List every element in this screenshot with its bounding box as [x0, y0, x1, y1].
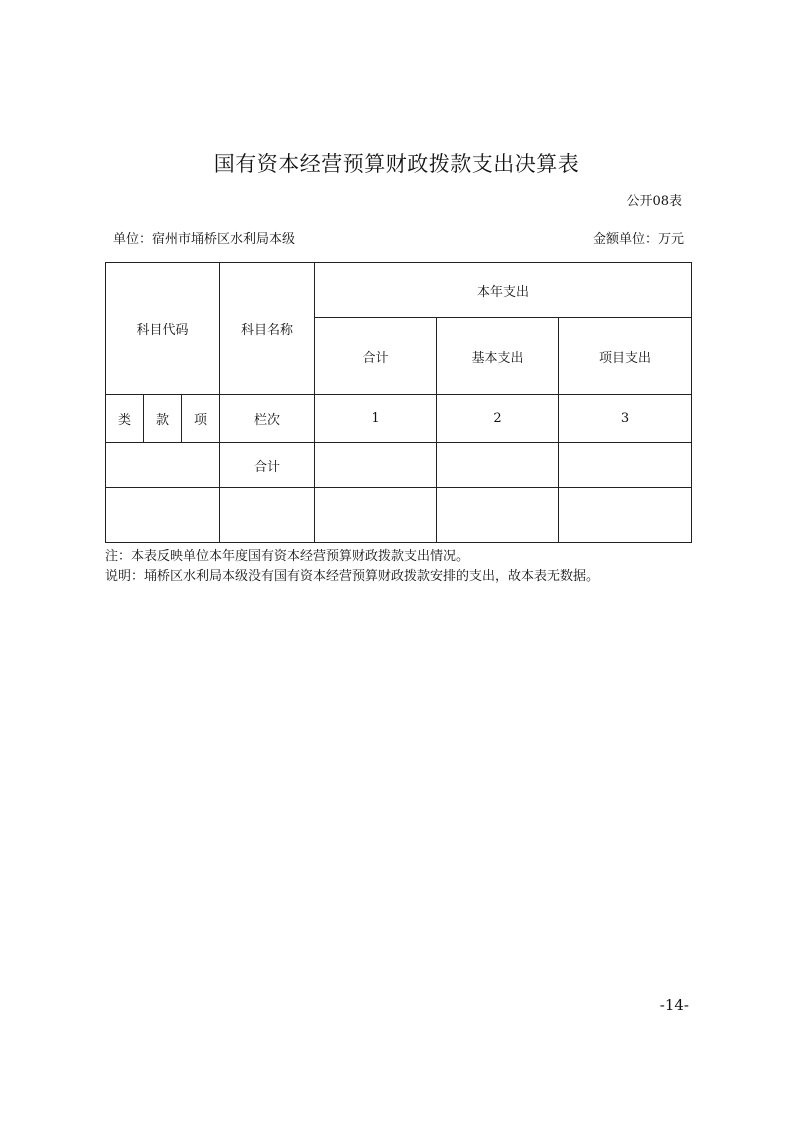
subheader-xiang: 项: [182, 395, 220, 443]
expenditure-table: [105, 262, 692, 543]
total-row-basic-cell: [437, 443, 559, 488]
header-subject-code: 科目代码: [106, 263, 220, 395]
amount-unit: 金额单位：万元: [592, 232, 684, 247]
reporting-unit: 单位：宿州市埇桥区水利局本级: [113, 232, 296, 247]
empty-row-total-cell: [315, 488, 437, 543]
header-project-expenditure: 项目支出: [559, 318, 692, 395]
column-number-3: 3: [559, 395, 692, 443]
header-current-year-expenditure: 本年支出: [315, 263, 692, 318]
column-number-row: [106, 395, 692, 443]
empty-row-basic-cell: [437, 488, 559, 543]
column-number-label: 栏次: [220, 395, 315, 443]
column-number-1: 1: [315, 395, 437, 443]
subheader-lei: 类: [106, 395, 144, 443]
header-total: 合计: [315, 318, 437, 395]
form-number: 公开08表: [626, 194, 682, 209]
column-number-2: 2: [437, 395, 559, 443]
header-subject-name: 科目名称: [220, 263, 315, 395]
empty-data-row: [106, 488, 692, 543]
total-row-code-cell: [106, 443, 220, 488]
subheader-kuan: 款: [144, 395, 182, 443]
header-row-1: [106, 263, 692, 318]
note-line: 注：本表反映单位本年度国有资本经营预算财政拨款支出情况。: [105, 549, 470, 564]
explanation-line: 说明：埇桥区水利局本级没有国有资本经营预算财政拨款安排的支出，故本表无数据。: [105, 569, 600, 584]
total-row: [106, 443, 692, 488]
empty-row-project-cell: [559, 488, 692, 543]
empty-row-code-cell: [106, 488, 220, 543]
page-title: 国有资本经营预算财政拨款支出决算表: [213, 152, 580, 176]
notes-block: [105, 547, 599, 587]
empty-row-name-cell: [220, 488, 315, 543]
total-row-total-cell: [315, 443, 437, 488]
header-basic-expenditure: 基本支出: [437, 318, 559, 395]
page-number: -14-: [659, 996, 689, 1014]
total-row-label: 合计: [220, 443, 315, 488]
total-row-project-cell: [559, 443, 692, 488]
